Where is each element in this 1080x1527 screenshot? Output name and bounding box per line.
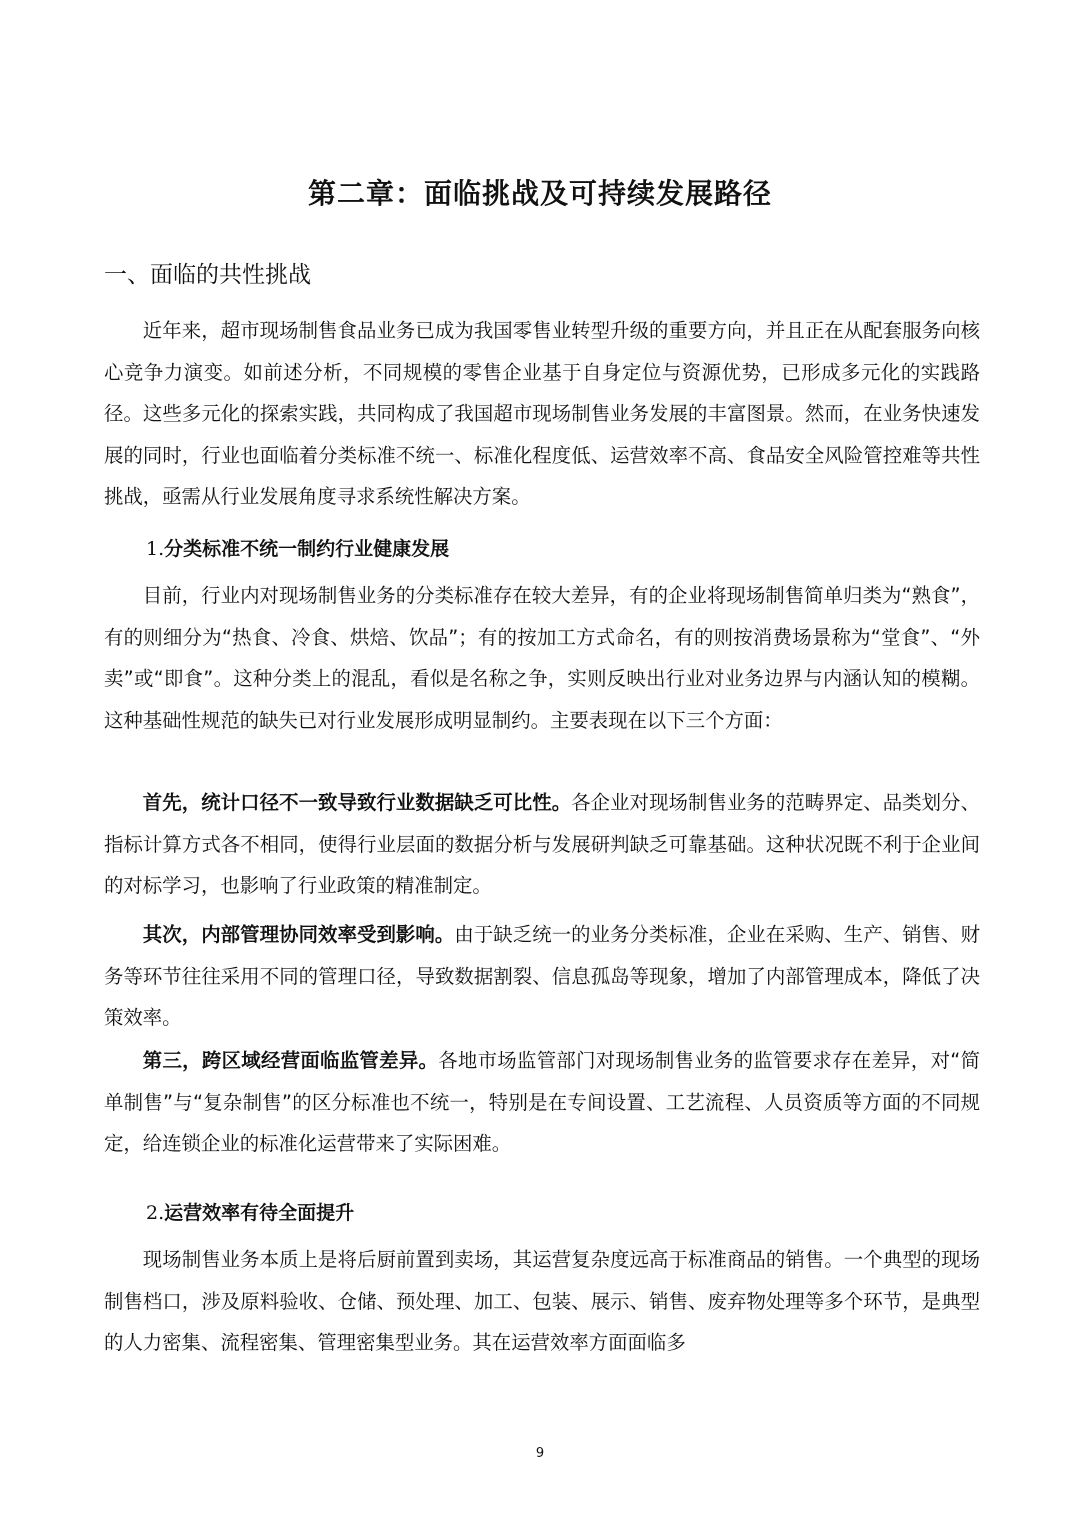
- intro-paragraph: 近年来，超市现场制售食品业务已成为我国零售业转型升级的重要方向，并且正在从配套服务向核心竞争力演变。如前述分析，不同规模的零售企业基于自身定位与资源优势，已形成多元化的实践路径。这些多元化的探索实践，共同构成了我国超市现场制售业务发展的丰富图景。然而，在业务快速发展的同时，行业也面临着分类标准不统一、标准化程度低、运营效率不高、食品安全风险管控难等共性挑战，亟需从行业发展角度寻求系统性解决方案。: [104, 319, 980, 508]
- point-3-text: 各地市场监管部门对现场制售业务的监管要求存在差异，对“简单制售”与“复杂制售”的区分标准也不统一，特别是在专间设置、工艺流程、人员资质等方面的不同规定，给连锁企业的标准化运营带来了实际困难。: [104, 1049, 981, 1155]
- subsection-1-number: 1.: [146, 538, 165, 560]
- section-heading: 一、面临的共性挑战: [104, 262, 311, 288]
- subsection-2-paragraph: 现场制售业务本质上是将后厨前置到卖场，其运营复杂度远高于标准商品的销售。一个典型的现场制售档口，涉及原料验收、仓储、预处理、加工、包装、展示、销售、废弃物处理等多个环节，是典型的人力密集、流程密集、管理密集型业务。其在运营效率方面面临多: [104, 1248, 980, 1354]
- subsection-1-paragraph: 目前，行业内对现场制售业务的分类标准存在较大差异，有的企业将现场制售简单归类为“熟食”，有的则细分为“热食、冷食、烘焙、饮品”；有的按加工方式命名，有的则按消费场景称为“堂食”、“外卖”或“即食”。这种分类上的混乱，看似是名称之争，实则反映出行业对业务边界与内涵认知的模糊。这种基础性规范的缺失已对行业发展形成明显制约。主要表现在以下三个方面：: [104, 584, 980, 732]
- subsection-1-point-3: [104, 1040, 980, 1165]
- point-1-text: 各企业对现场制售业务的范畴界定、品类划分、指标计算方式各不相同，使得行业层面的数据分析与发展研判缺乏可靠基础。这种状况既不利于企业间的对标学习，也影响了行业政策的精准制定。: [104, 791, 981, 897]
- point-2-text: 由于缺乏统一的业务分类标准，企业在采购、生产、销售、财务等环节往往采用不同的管理口径，导致数据割裂、信息孤岛等现象，增加了内部管理成本，降低了决策效率。: [104, 923, 980, 1029]
- chapter-title: 第二章：面临挑战及可持续发展路径: [307, 177, 772, 210]
- subsection-1-point-2: [104, 914, 980, 1039]
- subsection-2-number: 2.: [146, 1202, 165, 1224]
- subsection-2-heading: [146, 1198, 354, 1225]
- subsection-1-point-1: [104, 782, 980, 907]
- page-number: 9: [535, 1446, 545, 1461]
- point-3-lead: 第三，跨区域经营面临监管差异。: [142, 1049, 439, 1072]
- subsection-1-heading: [146, 534, 449, 561]
- point-2-lead: 其次，内部管理协同效率受到影响。: [142, 923, 455, 946]
- point-1-lead: 首先，统计口径不一致导致行业数据缺乏可比性。: [142, 791, 572, 814]
- subsection-2-title: 运营效率有待全面提升: [164, 1202, 355, 1224]
- subsection-1-title: 分类标准不统一制约行业健康发展: [164, 538, 450, 560]
